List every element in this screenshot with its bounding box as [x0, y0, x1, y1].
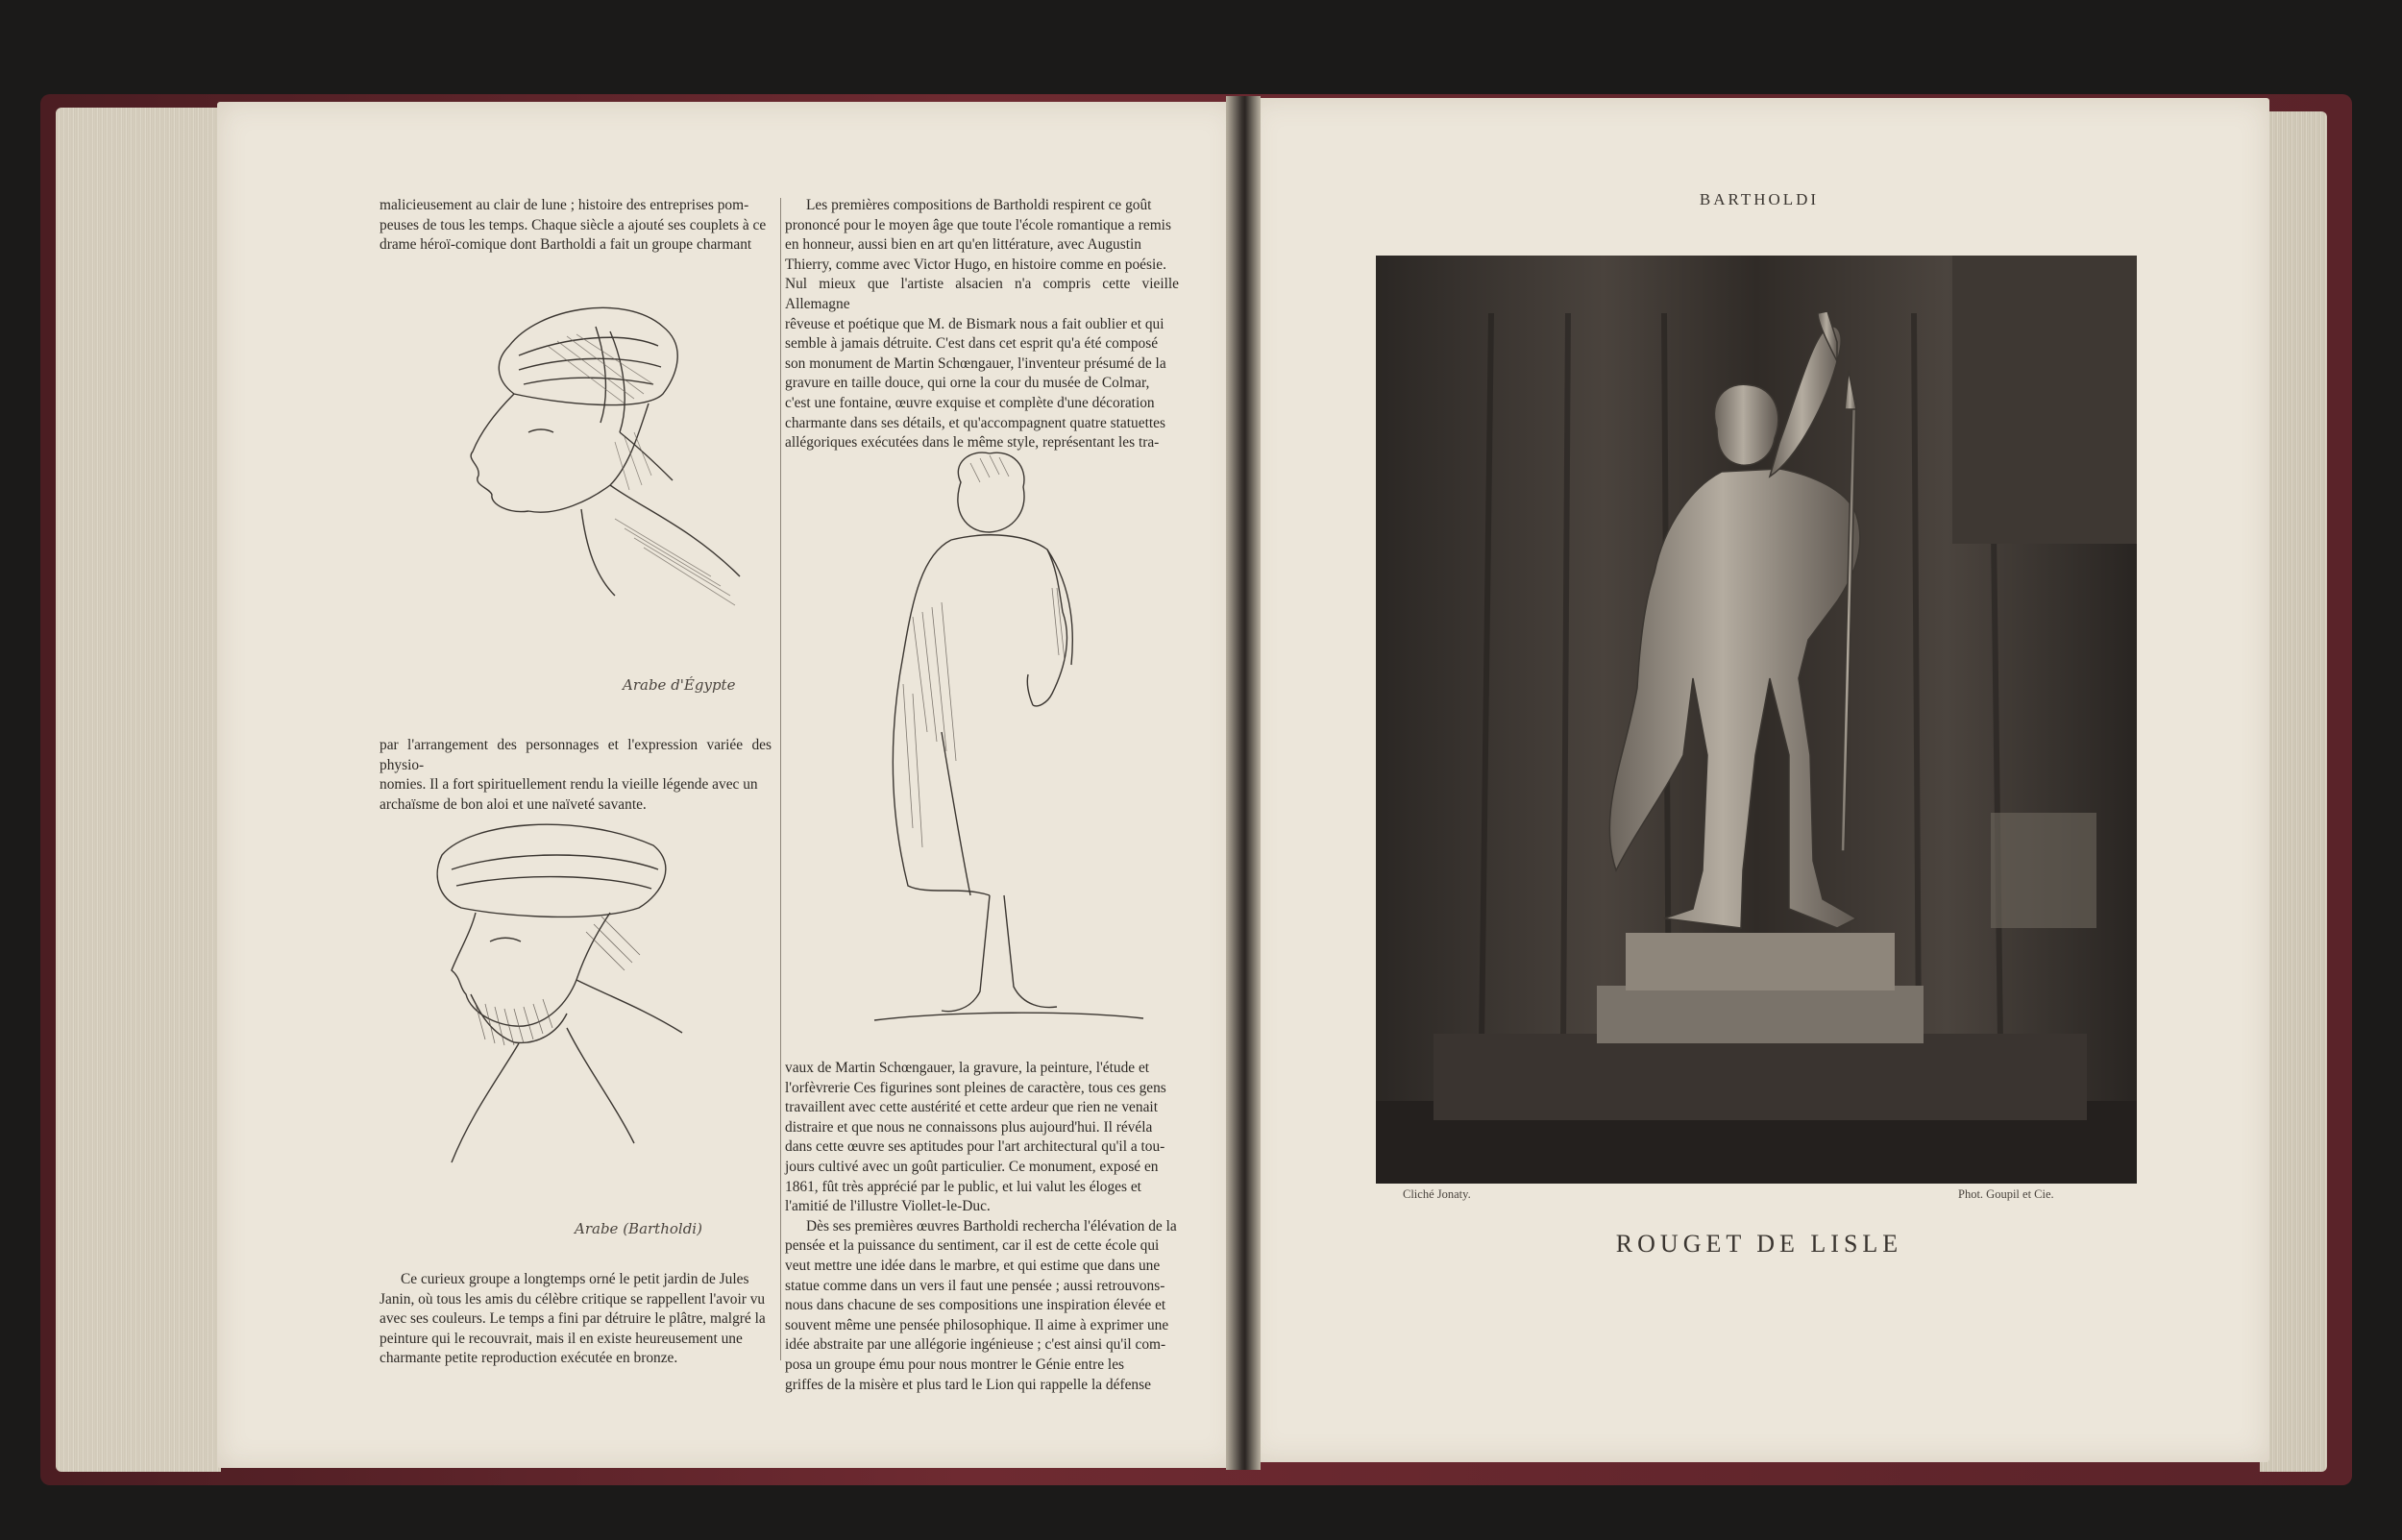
text-line: rêveuse et poétique que M. de Bismark nous a fait oublier et qui	[785, 315, 1164, 332]
text-line: souvent même une pensée philosophique. Il aime à exprimer une	[785, 1316, 1169, 1333]
text-line: jours cultivé avec un goût particulier. Ce monument, exposé en	[785, 1158, 1159, 1175]
text-line: statue comme dans un vers il faut une pensée ; aussi retrouvons-	[785, 1277, 1165, 1294]
plate-caption: ROUGET DE LISLE	[1615, 1230, 1903, 1258]
text-line: semble à jamais détruite. C'est dans cet esprit qu'a été composé	[785, 335, 1159, 353]
running-head: BARTHOLDI	[1699, 190, 1820, 208]
text-line: posa un groupe ému pour nous montrer le Génie entre les	[785, 1356, 1125, 1373]
text-block-1	[380, 196, 772, 256]
photo-credit-right: Phot. Goupil et Cie.	[1958, 1187, 2054, 1201]
sketch-standing-figure	[836, 444, 1163, 1030]
text-line: dans cette œuvre ses aptitudes pour l'art architectural qu'il a tou-	[785, 1138, 1165, 1156]
page-edges-right	[2260, 111, 2327, 1472]
text-line: en honneur, aussi bien en art qu'en littérature, avec Augustin	[785, 236, 1141, 254]
text-line: gravure en taille douce, qui orne la cour du musée de Colmar,	[785, 375, 1150, 392]
text-line: travaillent avec cette austérité et cette ardeur que rien ne venait	[785, 1099, 1158, 1116]
book-gutter	[1226, 96, 1261, 1470]
text-line: par l'arrangement des personnages et l'expression variée des physio-	[380, 737, 772, 773]
text-line: Thierry, comme avec Victor Hugo, en histoire comme en poésie.	[785, 256, 1166, 273]
text-line: archaïsme de bon aloi et une naïveté savante.	[380, 795, 647, 813]
text-line: 1861, fût très apprécié par le public, et lui valut les éloges et	[785, 1178, 1141, 1195]
text-line: Dès ses premières œuvres Bartholdi rechercha l'élévation de la	[806, 1217, 1177, 1234]
sketch-bearded-arab	[432, 817, 721, 1201]
text-line: avec ses couleurs. Le temps a fini par détruire le plâtre, malgré la	[380, 1310, 766, 1328]
text-block-2	[380, 736, 772, 815]
sketch-signature-2: Arabe (Bartholdi)	[575, 1220, 702, 1237]
sketch-standing-figure-drawing	[836, 444, 1163, 1030]
text-line: veut mettre une idée dans le marbre, et qui estime que dans une	[785, 1257, 1161, 1274]
text-block-3	[380, 1270, 772, 1369]
text-block-4	[785, 196, 1179, 453]
text-line: Ce curieux groupe a longtemps orné le petit jardin de Jules	[401, 1271, 749, 1287]
text-line: Nul mieux que l'artiste alsacien n'a compris cette vieille Allemagne	[785, 276, 1179, 312]
text-line: malicieusement au clair de lune ; histoire des entreprises pom-	[380, 197, 749, 213]
text-line: prononcé pour le moyen âge que toute l'école romantique a remis	[785, 216, 1171, 233]
text-line: c'est une fontaine, œuvre exquise et complète d'une décoration	[785, 394, 1155, 411]
text-line: l'amitié de l'illustre Viollet-le-Duc.	[785, 1198, 991, 1215]
text-line: l'orfèvrerie Ces figurines sont pleines de caractère, tous ces gens	[785, 1079, 1166, 1096]
photo-credit-left: Cliché Jonaty.	[1403, 1187, 1471, 1201]
text-line: charmante petite reproduction exécutée en bronze.	[380, 1350, 678, 1367]
text-line: griffes de la misère et plus tard le Lion qui rappelle la défense	[785, 1376, 1151, 1393]
text-line: nous dans chacune de ses compositions une inspiration élevée et	[785, 1297, 1166, 1314]
text-line: Les premières compositions de Bartholdi respirent ce goût	[806, 197, 1152, 213]
column-rule	[780, 198, 781, 1360]
text-line: vaux de Martin Schœngauer, la gravure, la peinture, l'étude et	[785, 1060, 1150, 1076]
text-block-5	[785, 1059, 1179, 1395]
text-line: idée abstraite par une allégorie ingénieuse ; c'est ainsi qu'il com-	[785, 1336, 1166, 1354]
text-line: nomies. Il a fort spirituellement rendu la vieille légende avec un	[380, 776, 758, 794]
statue-photograph	[1376, 256, 2137, 1184]
text-line: Janin, où tous les amis du célèbre critique se rappellent l'avoir vu	[380, 1290, 766, 1308]
sketch-bearded-arab-drawing	[432, 817, 721, 1201]
text-line: pensée et la puissance du sentiment, car il est de cette école qui	[785, 1237, 1160, 1255]
sketch-arab-profile-drawing	[423, 288, 769, 672]
text-line: charmante dans ses détails, et qu'accompagnent quatre statuettes	[785, 414, 1165, 431]
sketch-arab-profile	[423, 288, 769, 672]
text-line: son monument de Martin Schœngauer, l'inventeur présumé de la	[785, 354, 1166, 372]
text-line: allégoriques exécutées dans le même style, représentant les tra-	[785, 434, 1160, 452]
text-line: peinture qui le recouvrait, mais il en existe heureusement une	[380, 1330, 743, 1347]
text-line: peuses de tous les temps. Chaque siècle a ajouté ses couplets à ce	[380, 216, 767, 233]
text-line: distraire et que nous ne connaissons plus aujourd'hui. Il révéla	[785, 1118, 1153, 1136]
sketch-signature-1: Arabe d'Égypte	[623, 676, 736, 694]
text-line: drame héroï-comique dont Bartholdi a fait un groupe charmant	[380, 236, 752, 254]
page-edges-left	[56, 108, 221, 1472]
photograph-plate	[1376, 256, 2137, 1184]
